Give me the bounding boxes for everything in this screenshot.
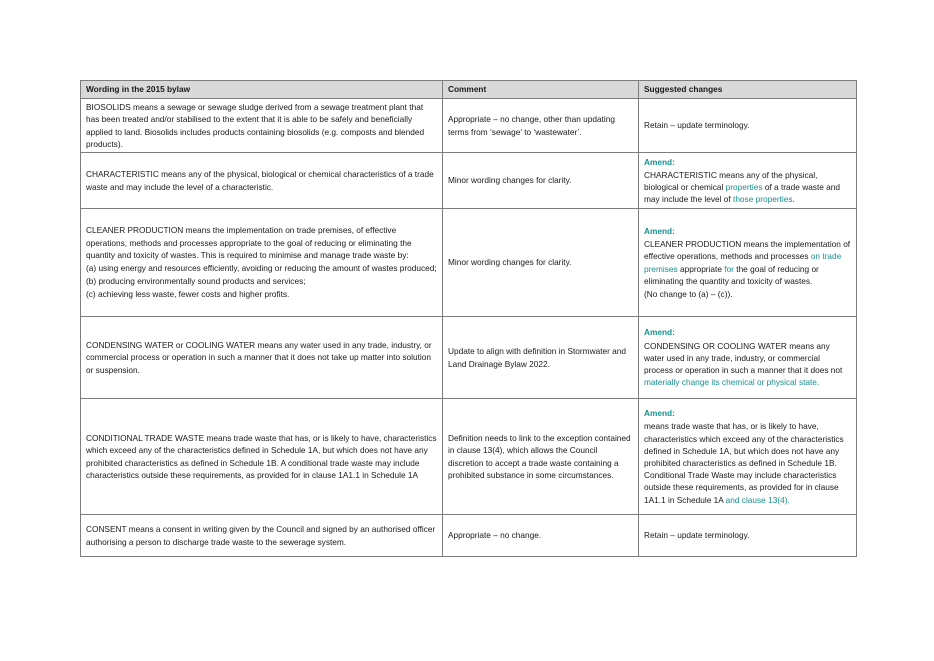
wording-cell bbox=[81, 99, 443, 153]
suggested-change-highlight: those properties bbox=[733, 194, 793, 205]
wording-list-item: (c) achieving less waste, fewer costs and higher profits. bbox=[86, 289, 290, 300]
suggested-note: (No change to (a) – (c)). bbox=[644, 288, 733, 299]
suggested-text bbox=[644, 340, 851, 389]
wording-text: CONSENT means a consent in writing given by the Council and signed by an authorised officer authorising a person to discharge trade waste to the sewerage system. bbox=[86, 524, 436, 547]
suggested-text bbox=[644, 238, 851, 287]
suggested-text-part: appropriate bbox=[677, 263, 725, 274]
suggested-change-highlight: for bbox=[724, 263, 734, 274]
wording-cell bbox=[81, 209, 443, 317]
suggested-cell bbox=[639, 153, 857, 209]
header-wording: Wording in the 2015 bylaw bbox=[81, 81, 443, 99]
suggested-text-part: the goal of reducing or eliminating the quantity and toxicity of wastes. bbox=[644, 263, 819, 286]
table-header-row bbox=[81, 81, 857, 99]
suggested-text bbox=[644, 420, 851, 505]
bylaw-comparison-table bbox=[80, 80, 857, 557]
wording-text: CONDENSING WATER or COOLING WATER means any water used in any trade, industry, or commercial process or operation in such a manner that it does not take up matter into solution or suspension. bbox=[86, 340, 432, 375]
wording-text: CHARACTERISTIC means any of the physical, biological or chemical characteristics of a trade waste and may include the level of a characteristic. bbox=[86, 169, 434, 192]
wording-cell bbox=[81, 515, 443, 557]
wording-text: CONDITIONAL TRADE WASTE means trade waste that has, or is likely to have, characteristics which exceed any of the characteristics defined in Schedule 1A, but which does not have any prohibited characteristics as defined in Schedule 1B. A conditional trade waste may include characteristics outside these requirements, as provided for in clause 1A1.1 in Schedule 1A bbox=[86, 433, 437, 480]
amend-label: Amend: bbox=[644, 408, 675, 419]
document-page bbox=[80, 80, 856, 557]
wording-text: BIOSOLIDS means a sewage or sewage sludge derived from a sewage treatment plant that has been treated and/or stabilised to the extent that it is able to be safely and beneficially applied to land. Biosolids includes products containing biosolids (e.g. composts and blended products). bbox=[86, 102, 425, 149]
suggested-cell bbox=[639, 209, 857, 317]
amend-label: Amend: bbox=[644, 327, 675, 338]
table-row bbox=[81, 209, 857, 317]
suggested-text-part: . bbox=[792, 194, 795, 205]
table-row bbox=[81, 317, 857, 399]
suggested-change-highlight: properties bbox=[725, 182, 763, 192]
suggested-cell bbox=[639, 317, 857, 399]
header-comment: Comment bbox=[443, 81, 639, 99]
table-row bbox=[81, 99, 857, 153]
suggested-change-highlight: materially change its chemical or physical state. bbox=[644, 377, 820, 388]
amend-label: Amend: bbox=[644, 225, 675, 236]
suggested-change-highlight: on trade premises bbox=[644, 251, 842, 274]
suggested-change-highlight: and clause 13(4). bbox=[725, 494, 790, 505]
suggested-text-part: CHARACTERISTIC means any of the physical, biological or chemical bbox=[644, 169, 818, 192]
comment-cell: Definition needs to link to the exception contained in clause 13(4), which allows the Council discretion to accept a trade waste containing a prohibited substance in some circumstances. bbox=[443, 399, 639, 515]
wording-list-item: (b) producing environmentally sound products and services; bbox=[86, 276, 306, 287]
comment-cell: Update to align with definition in Stormwater and Land Drainage Bylaw 2022. bbox=[443, 317, 639, 399]
amend-label: Amend: bbox=[644, 156, 675, 167]
comment-cell: Minor wording changes for clarity. bbox=[443, 153, 639, 209]
wording-list-item: (a) using energy and resources efficiently, avoiding or reducing the amount of wastes produced; bbox=[86, 263, 437, 273]
wording-cell bbox=[81, 153, 443, 209]
header-suggested-changes: Suggested changes bbox=[639, 81, 857, 99]
suggested-text-part: CONDENSING OR COOLING WATER means any water used in any trade, industry, or commercial process or operation in such a manner that it does not bbox=[644, 340, 843, 376]
table-row bbox=[81, 399, 857, 515]
suggested-cell bbox=[639, 399, 857, 515]
suggested-cell: Retain – update terminology. bbox=[639, 99, 857, 153]
table-row bbox=[81, 515, 857, 557]
suggested-text-part: of a trade waste and may include the level of bbox=[644, 182, 841, 205]
comment-cell: Appropriate – no change. bbox=[443, 515, 639, 557]
suggested-text bbox=[644, 169, 851, 206]
suggested-text-part: CLEANER PRODUCTION means the implementation of effective operations, methods and processes bbox=[644, 239, 851, 262]
suggested-text-part: means trade waste that has, or is likely to have, characteristics which exceed any of the characteristics defined in Schedule 1A, but which does not have any prohibited characteristics as defined in Schedule 1B. Conditional Trade Waste may include characteristics outside these requirements, as provided for in clause 1A1.1 in Schedule 1A bbox=[644, 421, 844, 505]
suggested-cell: Retain – update terminology. bbox=[639, 515, 857, 557]
table-row bbox=[81, 153, 857, 209]
wording-cell bbox=[81, 399, 443, 515]
wording-text: CLEANER PRODUCTION means the implementation on trade premises, of effective operations, methods and processes appropriate to the goal of reducing or eliminating the quantity and toxicity of wastes. This is required to minimise and manage trade waste by: bbox=[86, 225, 412, 260]
comment-cell: Minor wording changes for clarity. bbox=[443, 209, 639, 317]
wording-cell bbox=[81, 317, 443, 399]
comment-cell: Appropriate – no change, other than updating terms from ‘sewage’ to ‘wastewater’. bbox=[443, 99, 639, 153]
